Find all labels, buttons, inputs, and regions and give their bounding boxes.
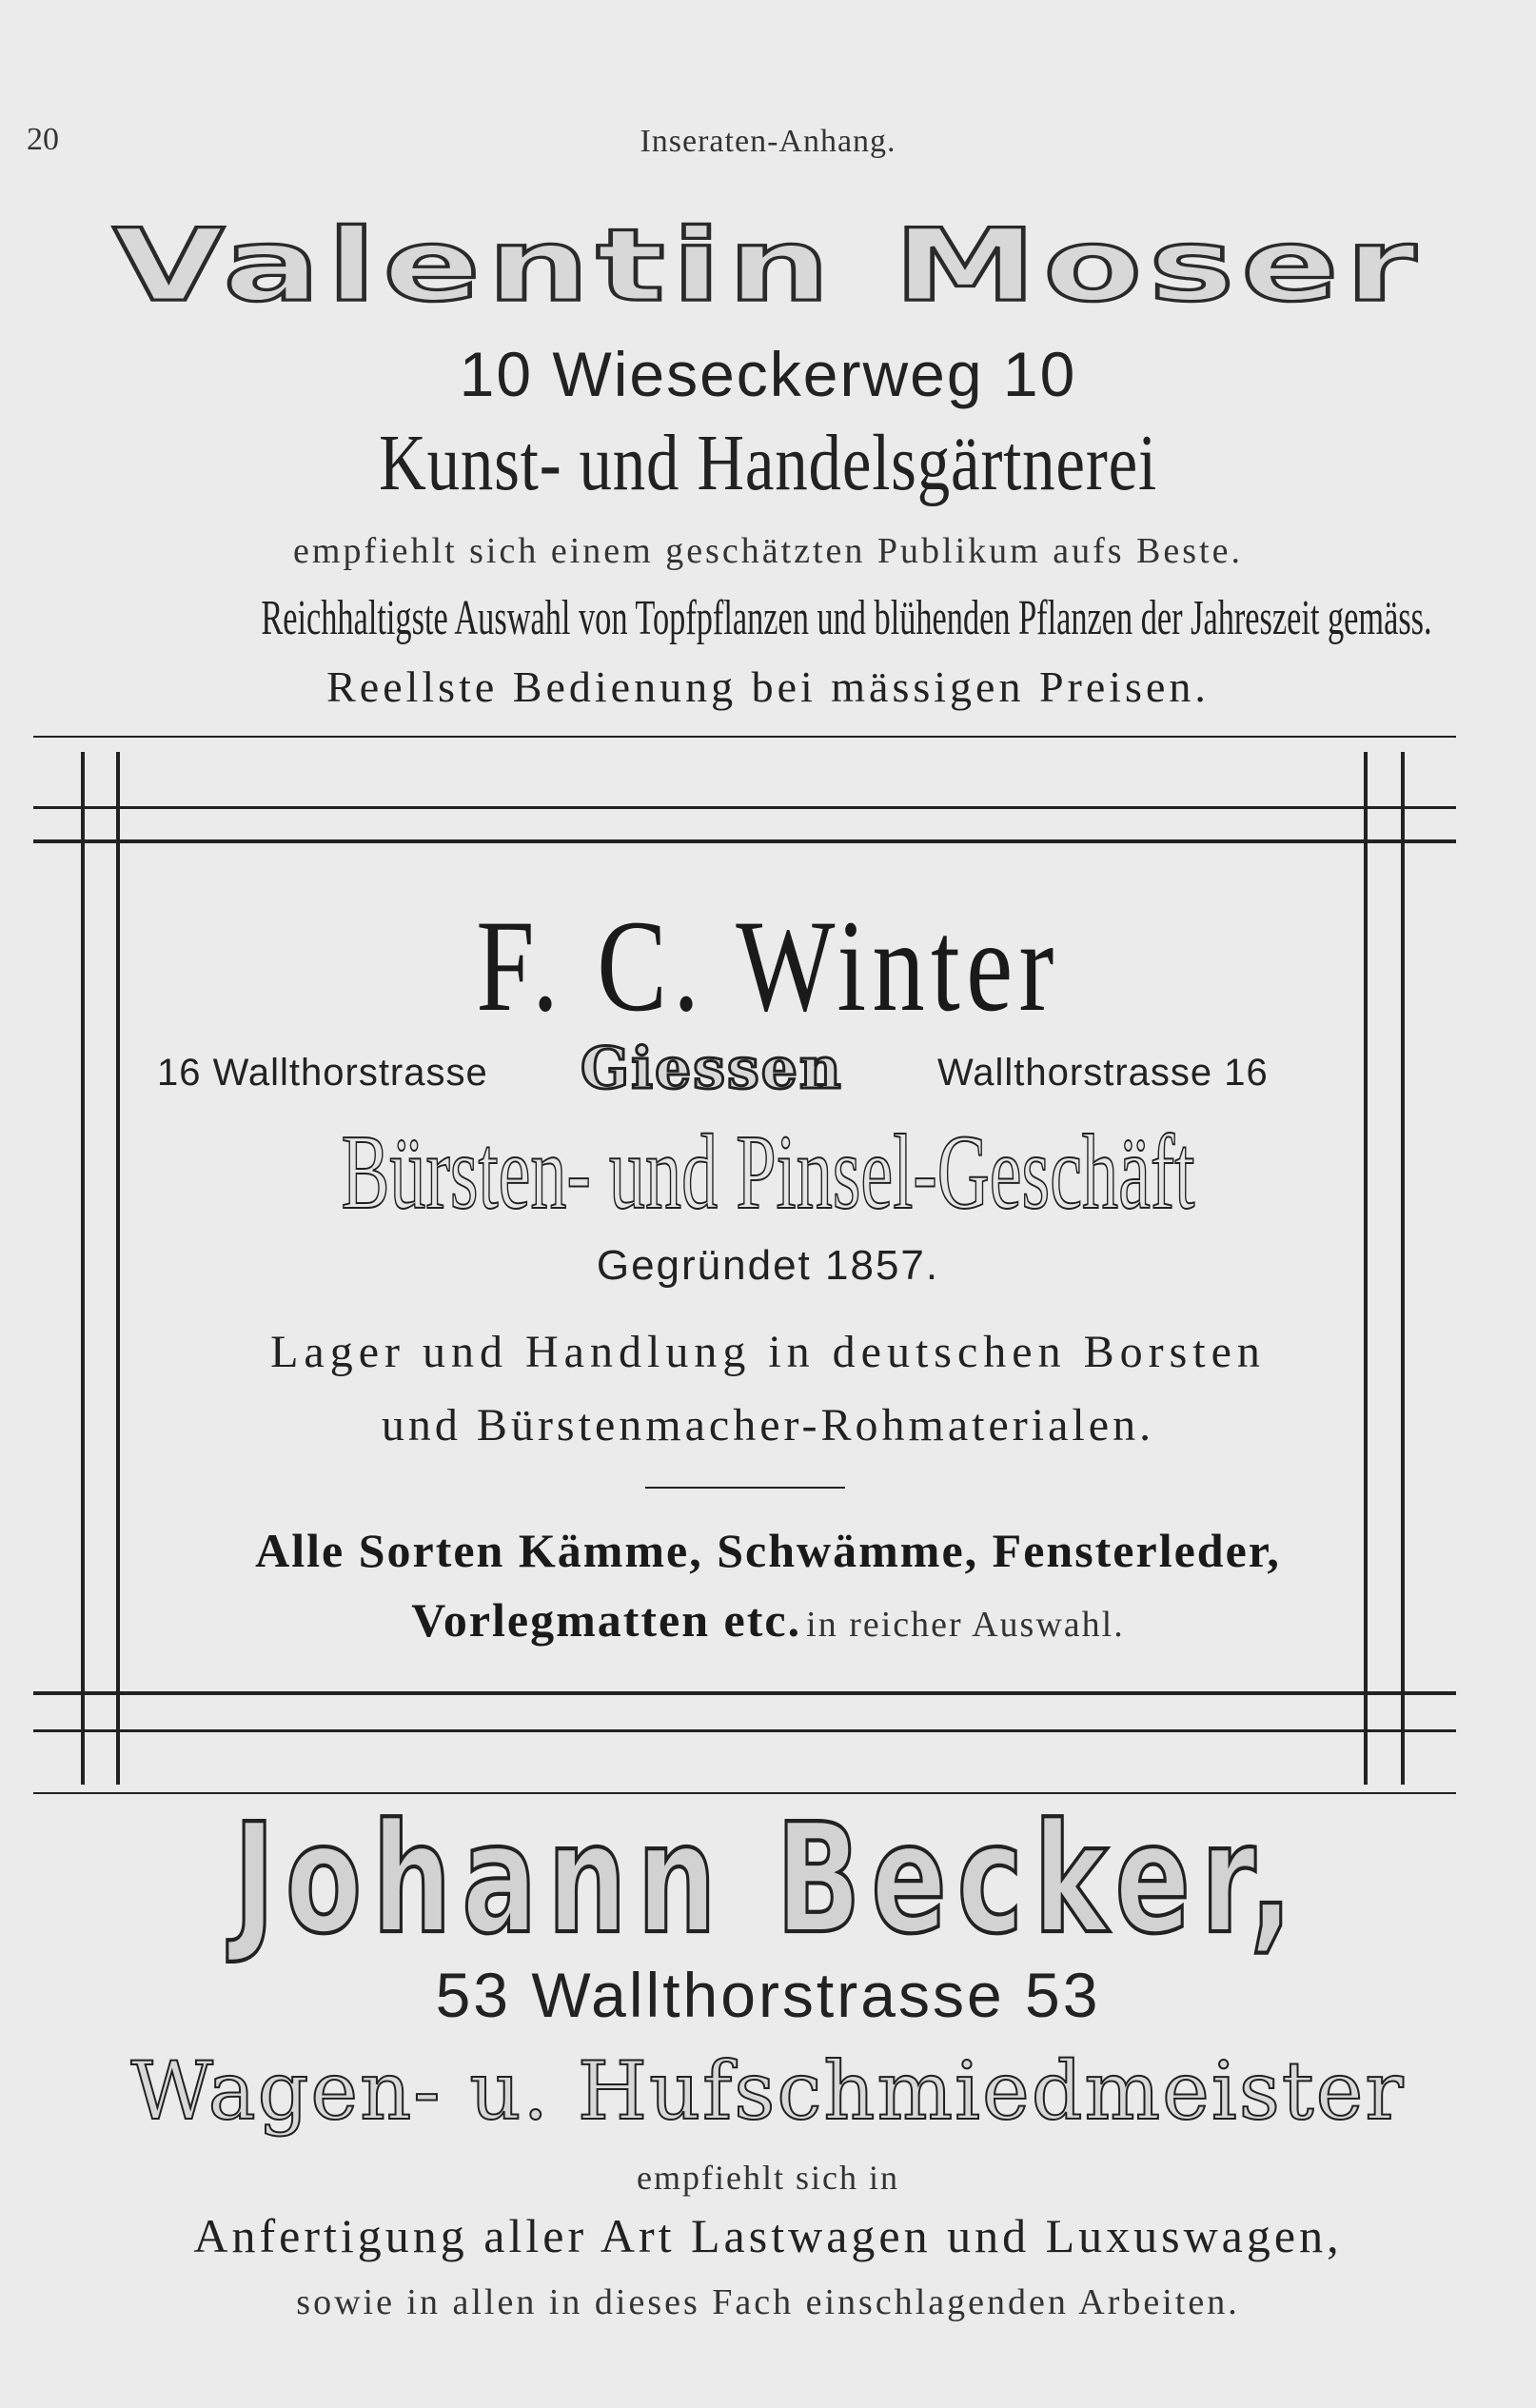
moser-trade: Kunst- und Handelsgärtnerei [379,419,1157,507]
winter-address-left: 16 Wallthorstrasse [157,1052,488,1094]
moser-address: 10 Wieseckerweg 10 [459,339,1077,409]
becker-line-3: sowie in allen in dieses Fach einschlagenden Arbeiten. [296,2282,1240,2322]
becker-line-2: Anfertigung aller Art Lastwagen und Luxuswagen, [193,2209,1343,2262]
winter-line-4b: in reicher Auswahl. [806,1605,1125,1645]
winter-line-4a: Vorlegmatten etc. [411,1593,802,1647]
winter-line-2: und Bürstenmacher-Rohmaterialen. [381,1400,1155,1451]
becker-trade: Wagen- u. Hufschmiedmeister [130,2044,1406,2138]
moser-name: Valentin Moser [112,207,1424,325]
frame-rule [33,806,1456,809]
frame-rule [33,1691,1456,1695]
separator-rule-top [33,736,1456,738]
winter-line-4 [0,1592,1536,1648]
winter-name: F. C. Winter [476,893,1060,1038]
moser-line-1: empfiehlt sich einem geschätzten Publikum aufs Beste. [293,531,1243,571]
frame-rule [33,839,1456,843]
becker-address: 53 Wallthorstrasse 53 [435,1960,1101,2030]
moser-line-3: Reellste Bedienung bei mässigen Preisen. [326,662,1210,711]
winter-line-3: Alle Sorten Kämme, Schwämme, Fensterleder, [255,1524,1281,1577]
winter-line-1: Lager und Handlung in deutschen Borsten [270,1327,1266,1377]
becker-line-1: empfiehlt sich in [637,2159,899,2197]
frame-rule [33,1729,1456,1732]
moser-line-2: Reichhaltigste Auswahl von Topfpflanzen und blühenden Pflanzen der Jahreszeit gemäss. [261,591,1432,645]
winter-founded: Gegründet 1857. [596,1242,940,1289]
winter-address-right: Wallthorstrasse 16 [937,1052,1269,1094]
winter-divider [645,1487,845,1489]
winter-city: Giessen [581,1036,843,1102]
winter-trade: Bürsten- und Pinsel-Geschäft [341,1114,1195,1232]
page-number: 20 [27,122,59,157]
becker-name: Johann Becker, [233,1791,1303,1968]
running-title: Inseraten-Anhang. [640,124,896,159]
